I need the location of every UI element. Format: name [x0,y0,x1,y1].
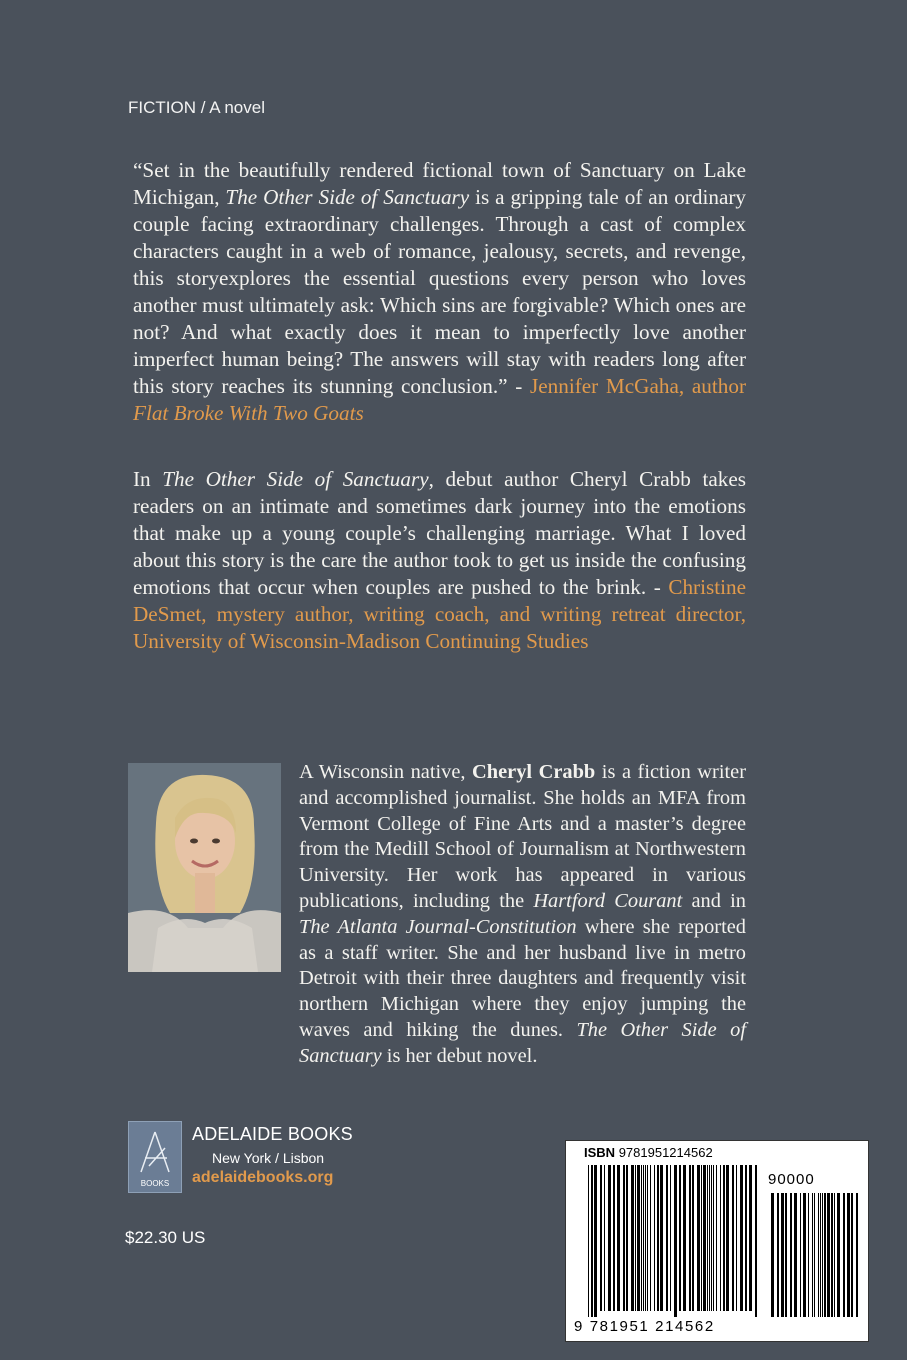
bio-text: is a fiction writer and accomplished journalist. She holds an MFA from Vermont College of Fine Arts and a master’s degree from the Medill School of Journalism at Northwestern University. Her work has appeared in various publications, including the [299,761,746,912]
price-label: $22.30 US [125,1228,206,1247]
bio-text: A Wisconsin native, [299,761,473,783]
bio-text: is her debut novel. [381,1044,538,1067]
barcode-icon [566,1141,868,1341]
bio-text: and in [682,889,746,912]
attribution-book-title: Flat Broke With Two Goats [133,401,364,425]
publisher-info [192,1124,353,1187]
review-quote-2 [133,466,746,655]
bio-text: where she reported as a staff writer. She and her husband live in metro Detroit with their three daughters and frequently visit northern Michigan where they enjoy jumping the waves and hiking the dunes. [299,915,747,1041]
book-title: The Other Side of Sanctuary [299,1018,746,1067]
quote-text: “Set in the beautifully rendered fictional town of Sanctuary on Lake Michigan, [133,158,746,209]
author-bio [299,760,746,1070]
quote-attribution: Christine DeSmet, mystery author, writing coach, and writing retreat director, University of Wisconsin-Madison Continuing Studies [133,575,746,653]
author-name: Cheryl Crabb [472,761,596,783]
publisher-logo [128,1121,182,1193]
author-photo [128,763,281,972]
publication-name: The Atlanta Journal-Constitution [299,915,577,938]
isbn-label: ISBN [584,1145,616,1160]
publisher-name: ADELAIDE BOOKS [192,1124,353,1144]
quote-text: is a gripping tale of an ordinary couple facing extraordinary challenges. Through a cast of complex characters caught in a web of romance, jealousy, secrets, and revenge, this storyexplores the essential questions every person who loves another must ultimately ask: Which sins are forgivable? Which ones are not? And what exactly does it mean to imperfectly love another imperfect human being? The answers will stay with readers long after this story reaches its stunning conclusion.” - [133,185,746,398]
isbn-number: 9781951214562 [618,1145,713,1160]
quote-attribution: Jennifer McGaha, author [529,374,746,398]
barcode-digits: 9 781951 214562 [574,1318,715,1335]
genre-label: FICTION / A novel [128,98,265,117]
quote-text: , debut author Cheryl Crabb takes readers on an intimate and sometimes dark journey into the emotions that make up a young couple’s challenging marriage. What I loved about this story is the care the author took to get us inside the confusing emotions that occur when couples are pushed to the brink. - [133,467,746,599]
book-title: The Other Side of Sanctuary [225,185,470,209]
publisher-logo-icon [129,1122,181,1192]
author-portrait-image [128,763,281,972]
isbn-barcode [565,1140,869,1342]
price-code: 90000 [768,1171,815,1188]
publication-name: Hartford Courant [533,889,683,912]
review-quote-1 [133,157,746,427]
publisher-logo-text: BOOKS [140,1179,170,1188]
quote-text: In [133,467,163,491]
book-title: The Other Side of Sanctuary [162,467,429,491]
publisher-website: adelaidebooks.org [192,1169,334,1186]
publisher-cities: New York / Lisbon [212,1150,325,1166]
